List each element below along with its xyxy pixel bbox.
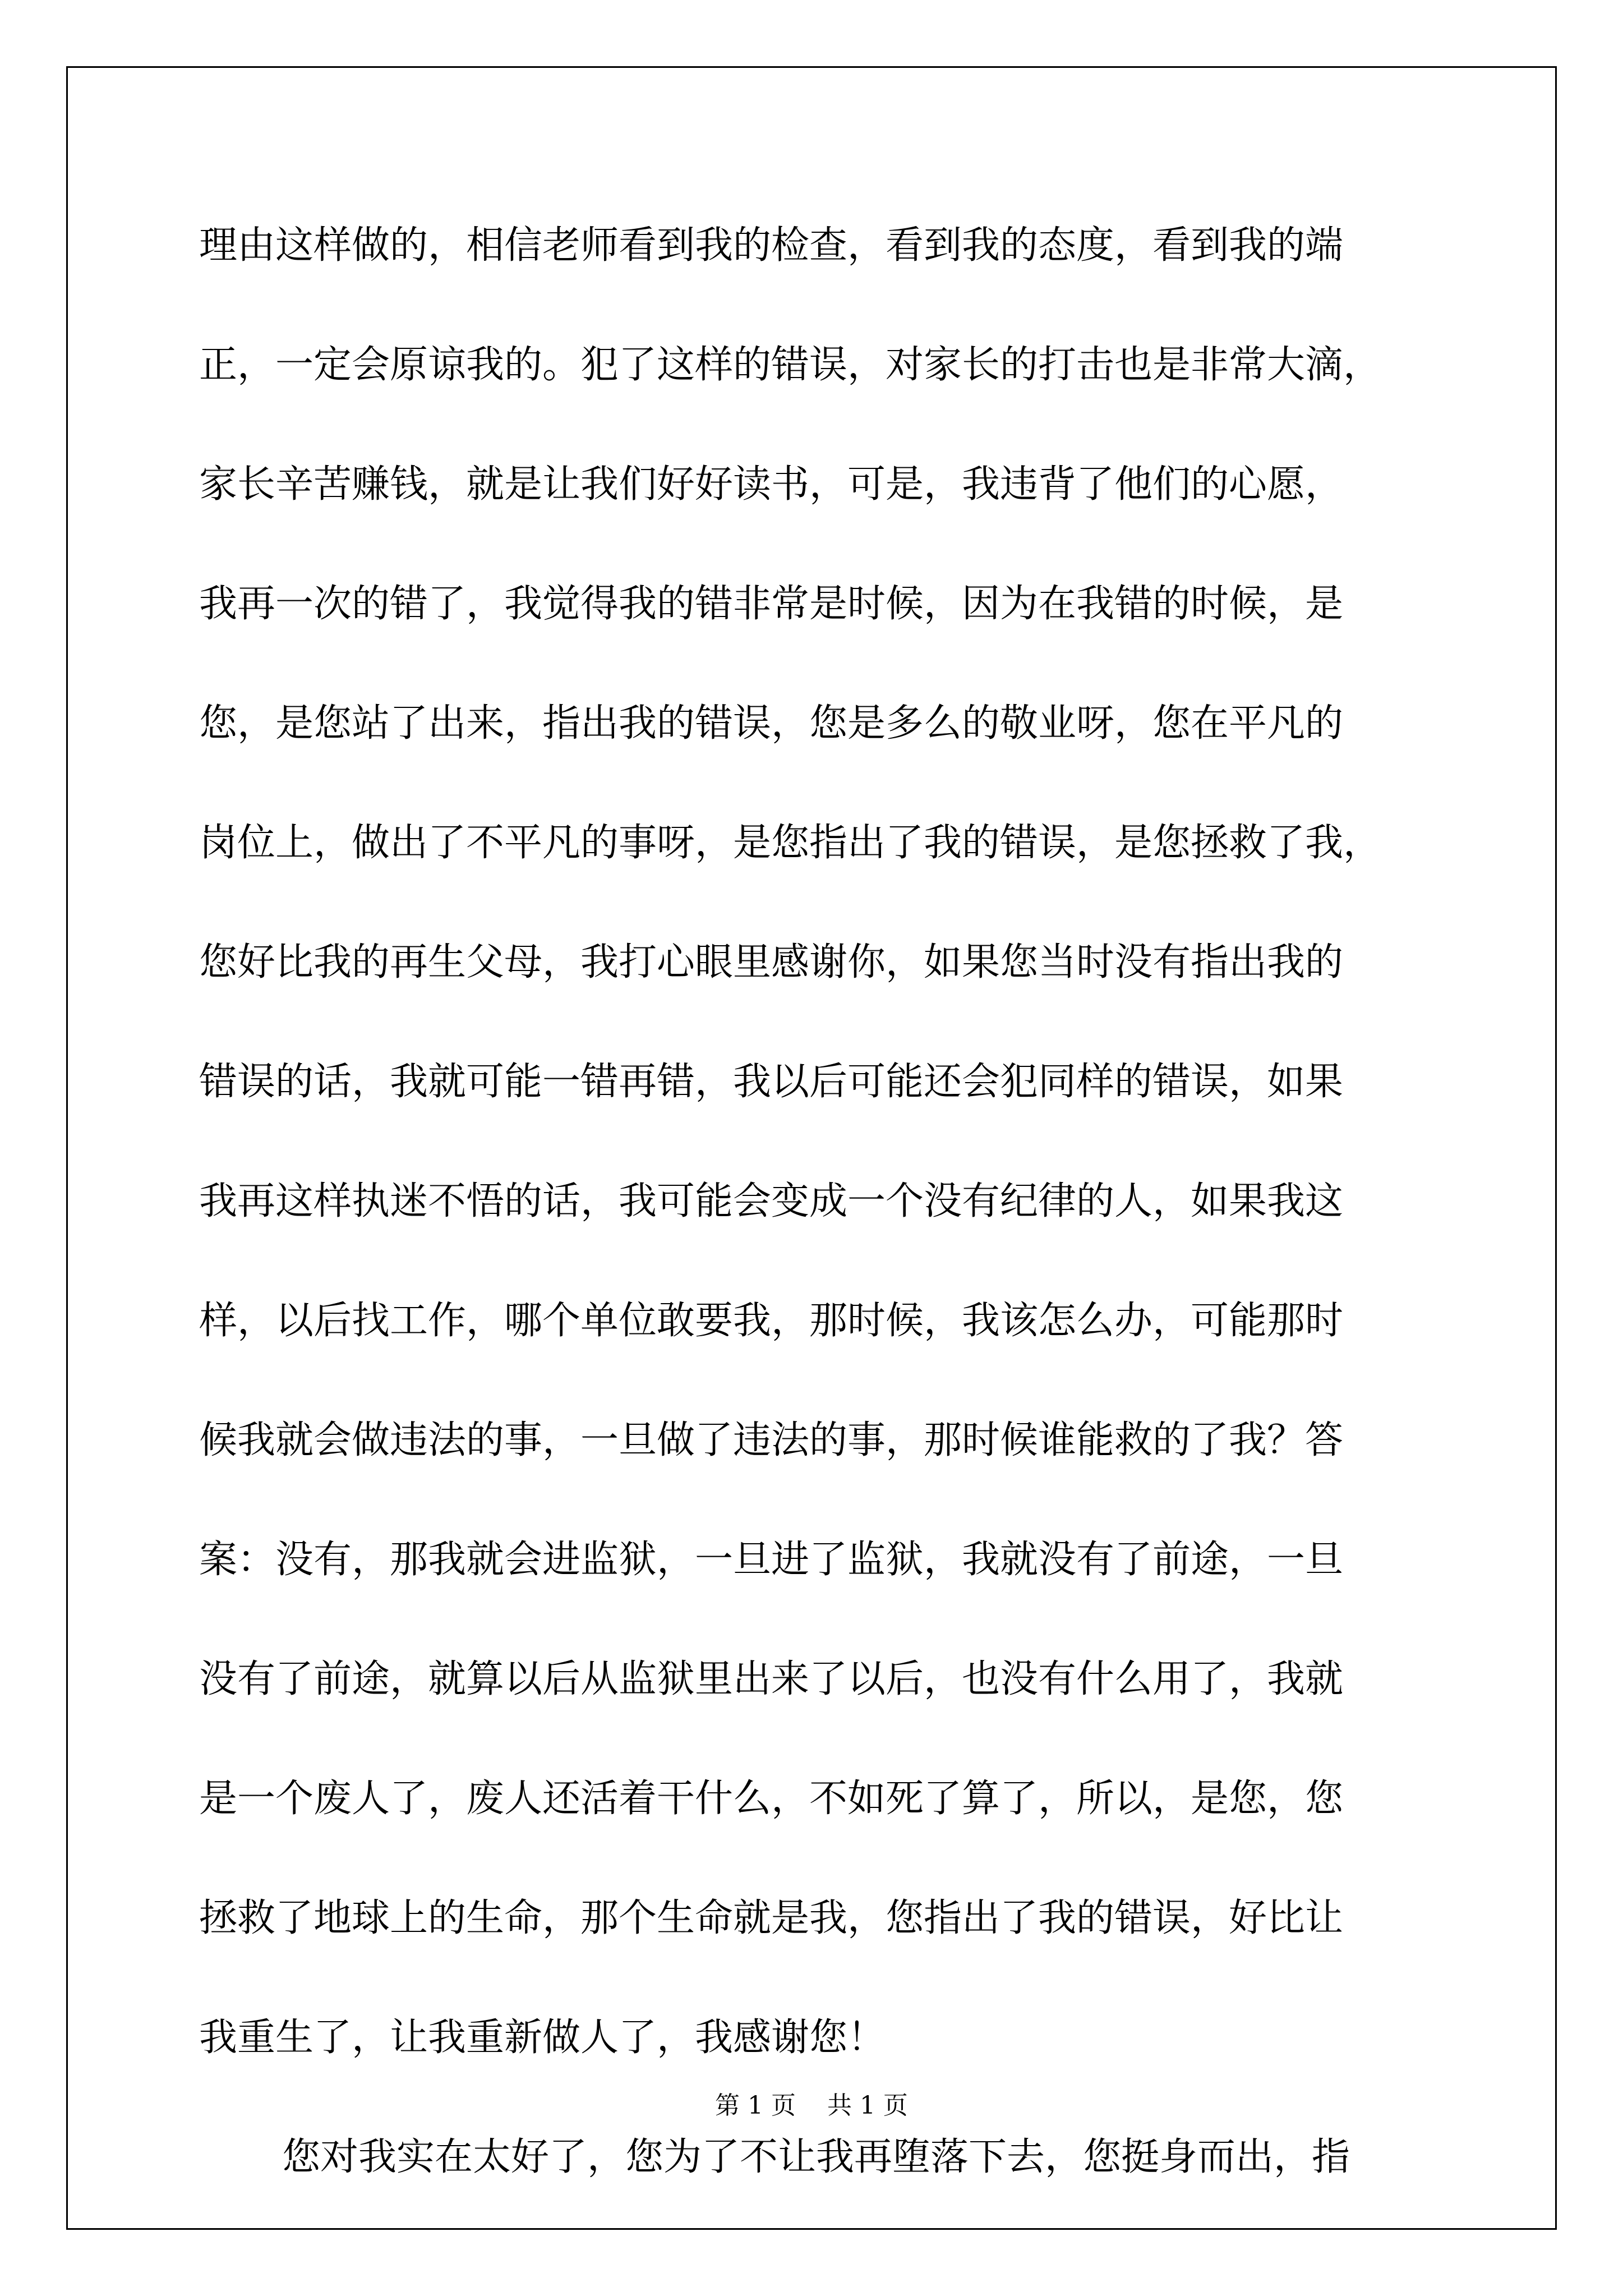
paragraph-start-line: 您对我实在太好了，您为了不让我再堕落下去，您挺身而出，指: [282, 2135, 1350, 2179]
text-line: 候我就会做违法的事，一旦做了违法的事，那时候谁能救的了我？答: [199, 1418, 1344, 1462]
text-line: 我重生了，让我重新做人了，我感谢您！: [199, 2016, 886, 2060]
page-number-footer: 第 1 页 共 1 页: [715, 2091, 908, 2120]
text-line: 我再这样执迷不悟的话，我可能会变成一个没有纪律的人，如果我这: [199, 1179, 1344, 1223]
text-line: 您好比我的再生父母，我打心眼里感谢你，如果您当时没有指出我的: [199, 940, 1344, 984]
text-line: 正，一定会原谅我的。犯了这样的错误，对家长的打击也是非常大滴，: [199, 343, 1382, 387]
text-line: 错误的话，我就可能一错再错，我以后可能还会犯同样的错误，如果: [199, 1060, 1344, 1104]
text-line: 没有了前途，就算以后从监狱里出来了以后，也没有什么用了，我就: [199, 1657, 1344, 1701]
text-line: 理由这样做的，相信老师看到我的检查，看到我的态度，看到我的端: [199, 223, 1344, 268]
text-line: 家长辛苦赚钱，就是让我们好好读书，可是，我违背了他们的心愿，: [199, 462, 1344, 507]
text-line: 拯救了地球上的生命，那个生命就是我，您指出了我的错误，好比让: [199, 1896, 1344, 1940]
text-line: 是一个废人了，废人还活着干什么，不如死了算了，所以，是您，您: [199, 1777, 1344, 1821]
text-line: 岗位上，做出了不平凡的事呀，是您指出了我的错误，是您拯救了我，: [199, 821, 1382, 865]
text-line: 样，以后找工作，哪个单位敢要我，那时候，我该怎么办，可能那时: [199, 1299, 1344, 1343]
document-body: [199, 212, 1433, 2243]
text-line: 我再一次的错了，我觉得我的错非常是时候，因为在我错的时候，是: [199, 582, 1344, 626]
text-line: 案：没有，那我就会进监狱，一旦进了监狱，我就没有了前途，一旦: [199, 1538, 1344, 1582]
text-line: 您，是您站了出来，指出我的错误，您是多么的敬业呀，您在平凡的: [199, 701, 1344, 746]
